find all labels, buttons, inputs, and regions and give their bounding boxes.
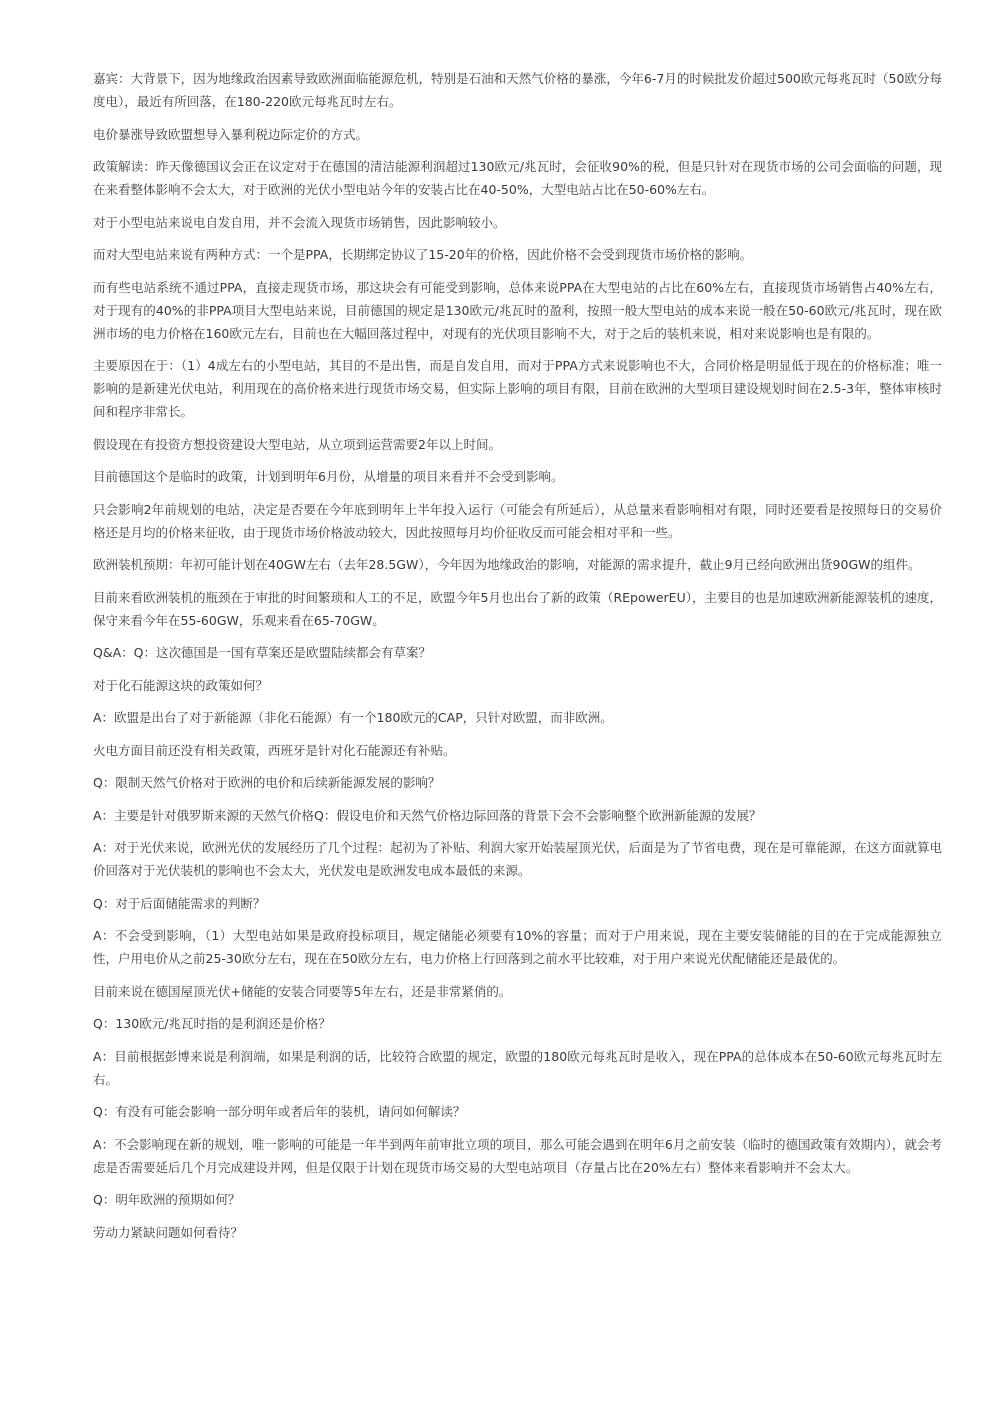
paragraph: A：不会受到影响，（1）大型电站如果是政府投标项目，规定储能必须要有10%的容量；而对于户用来说，现在主要安装储能的目的在于完成能源独立性，户用电价从之前25-30欧分左右，现在在50欧分左右，电力价格上行回落到之前水平比较难，对于用户来说光伏配储能还是最优的。 <box>93 928 942 966</box>
paragraph: 主要原因在于：（1）4成左右的小型电站，其目的不是出售，而是自发自用，而对于PPA方式来说影响也不大，合同价格是明显低于现在的价格标准；唯一影响的是新建光伏电站，利用现在的高价格来进行现货市场交易，但实际上影响的项目有限，目前在欧洲的大型项目建设规划时间在2.5-3年，整体审核时间和程序非常长。 <box>93 358 942 419</box>
paragraph: 电价暴涨导致欧盟想导入暴利税边际定价的方式。 <box>93 126 369 142</box>
paragraph: A：目前根据彭博来说是利润端，如果是利润的话，比较符合欧盟的规定，欧盟的180欧元每兆瓦时是收入，现在PPA的总体成本在50-60欧元每兆瓦时左右。 <box>93 1048 942 1087</box>
paragraph: 火电方面目前还没有相关政策，西班牙是针对化石能源还有补贴。 <box>93 742 456 758</box>
paragraph: Q：有没有可能会影响一部分明年或者后年的装机，请问如何解读？ <box>93 1104 466 1119</box>
paragraph: Q：明年欧洲的预期如何？ <box>93 1192 241 1207</box>
paragraph: 目前德国这个是临时的政策，计划到明年6月份，从增量的项目来看并不会受到影响。 <box>93 469 564 484</box>
paragraph: 对于化石能源这块的政策如何？ <box>93 677 269 693</box>
paragraph: Q：对于后面储能需求的判断？ <box>93 895 266 911</box>
paragraph: 目前来看欧洲装机的瓶颈在于审批的时间繁琐和人工的不足，欧盟今年5月也出台了新的政策（REpowerEU），主要目的也是加速欧洲新能源装机的速度，保守来看今年在55-60GW，乐观来看在65-70GW。 <box>93 589 942 628</box>
paragraph: Q&A：Q：这次德国是一国有草案还是欧盟陆续都会有草案？ <box>93 645 431 660</box>
paragraph: 只会影响2年前规划的电站，决定是否要在今年底到明年上半年投入运行（可能会有所延后），从总量来看影响相对有限，同时还要看是按照每日的交易价格还是月均的价格来征收，由于现货市场价格波动较大，因此按照每月均价征收反而可能会相对平和一些。 <box>93 501 942 540</box>
paragraph: Q：130欧元/兆瓦时指的是利润还是价格？ <box>93 1016 331 1031</box>
paragraph: 对于小型电站来说电自发自用，并不会流入现货市场销售，因此影响较小。 <box>93 214 506 230</box>
paragraph: Q：限制天然气价格对于欧洲的电价和后续新能源发展的影响？ <box>93 775 441 790</box>
paragraph: 劳动力紧缺问题如何看待？ <box>93 1224 244 1240</box>
paragraph: 假设现在有投资方想投资建设大型电站，从立项到运营需要2年以上时间。 <box>93 436 501 452</box>
paragraph: A：对于光伏来说，欧洲光伏的发展经历了几个过程：起初为了补贴、利润大家开始装屋顶光伏，后面是为了节省电费，现在是可靠能源，在这方面就算电价回落对于光伏装机的影响也不会太大，光伏发电是欧洲发电成本最低的来源。 <box>93 840 942 878</box>
paragraph: A：欧盟是出台了对于新能源（非化石能源）有一个180欧元的CAP，只针对欧盟，而非欧洲。 <box>93 710 613 725</box>
paragraph: 政策解读：昨天像德国议会正在议定对于在德国的清洁能源利润超过130欧元/兆瓦时，会征收90%的税，但是只针对在现货市场的公司会面临的问题，现在来看整体影响不会太大，对于欧洲的光伏小型电站今年的安装占比在40-50%，大型电站占比在50-60%左右。 <box>93 159 942 197</box>
paragraph: A：不会影响现在新的规划，唯一影响的可能是一年半到两年前审批立项的项目，那么可能会遇到在明年6月之前安装（临时的德国政策有效期内），就会考虑是否需要延后几个月完成建设并网，但是仅限于计划在现货市场交易的大型电站项目（存量占比在20%左右）整体来看影响并不会太大。 <box>93 1136 942 1175</box>
paragraph: 目前来说在德国屋顶光伏+储能的安装合同要等5年左右，还是非常紧俏的。 <box>93 983 512 999</box>
paragraph: 欧洲装机预期：年初可能计划在40GW左右（去年28.5GW），今年因为地缘政治的影响，对能源的需求提升，截止9月已经向欧洲出货90GW的组件。 <box>93 557 921 572</box>
paragraph: 而对大型电站来说有两种方式：一个是PPA，长期绑定协议了15-20年的价格，因此价格不会受到现货市场价格的影响。 <box>93 247 753 262</box>
paragraph: 嘉宾：大背景下，因为地缘政治因素导致欧洲面临能源危机，特别是石油和天然气价格的暴涨，今年6-7月的时候批发价超过500欧元每兆瓦时（50欧分每度电），最近有所回落，在180-220欧元每兆瓦时左右。 <box>93 71 942 109</box>
paragraph: A：主要是针对俄罗斯来源的天然气价格Q：假设电价和天然气价格边际回落的背景下会不会影响整个欧洲新能源的发展？ <box>93 807 762 823</box>
paragraph: 而有些电站系统不通过PPA，直接走现货市场，那这块会有可能受到影响，总体来说PPA在大型电站的占比在60%左右，直接现货市场销售占40%左右，对于现有的40%的非PPA项目大型电站来说，目前德国的规定是130欧元/兆瓦时的盈利，按照一般大型电站的成本来说一般在50-60欧元/兆瓦时，现在欧洲市场的电力价格在160欧元左右，目前也在大幅回落过程中，对现有的光伏项目影响不大，对于之后的装机来说，相对来说影响也是有限的。 <box>93 279 942 341</box>
